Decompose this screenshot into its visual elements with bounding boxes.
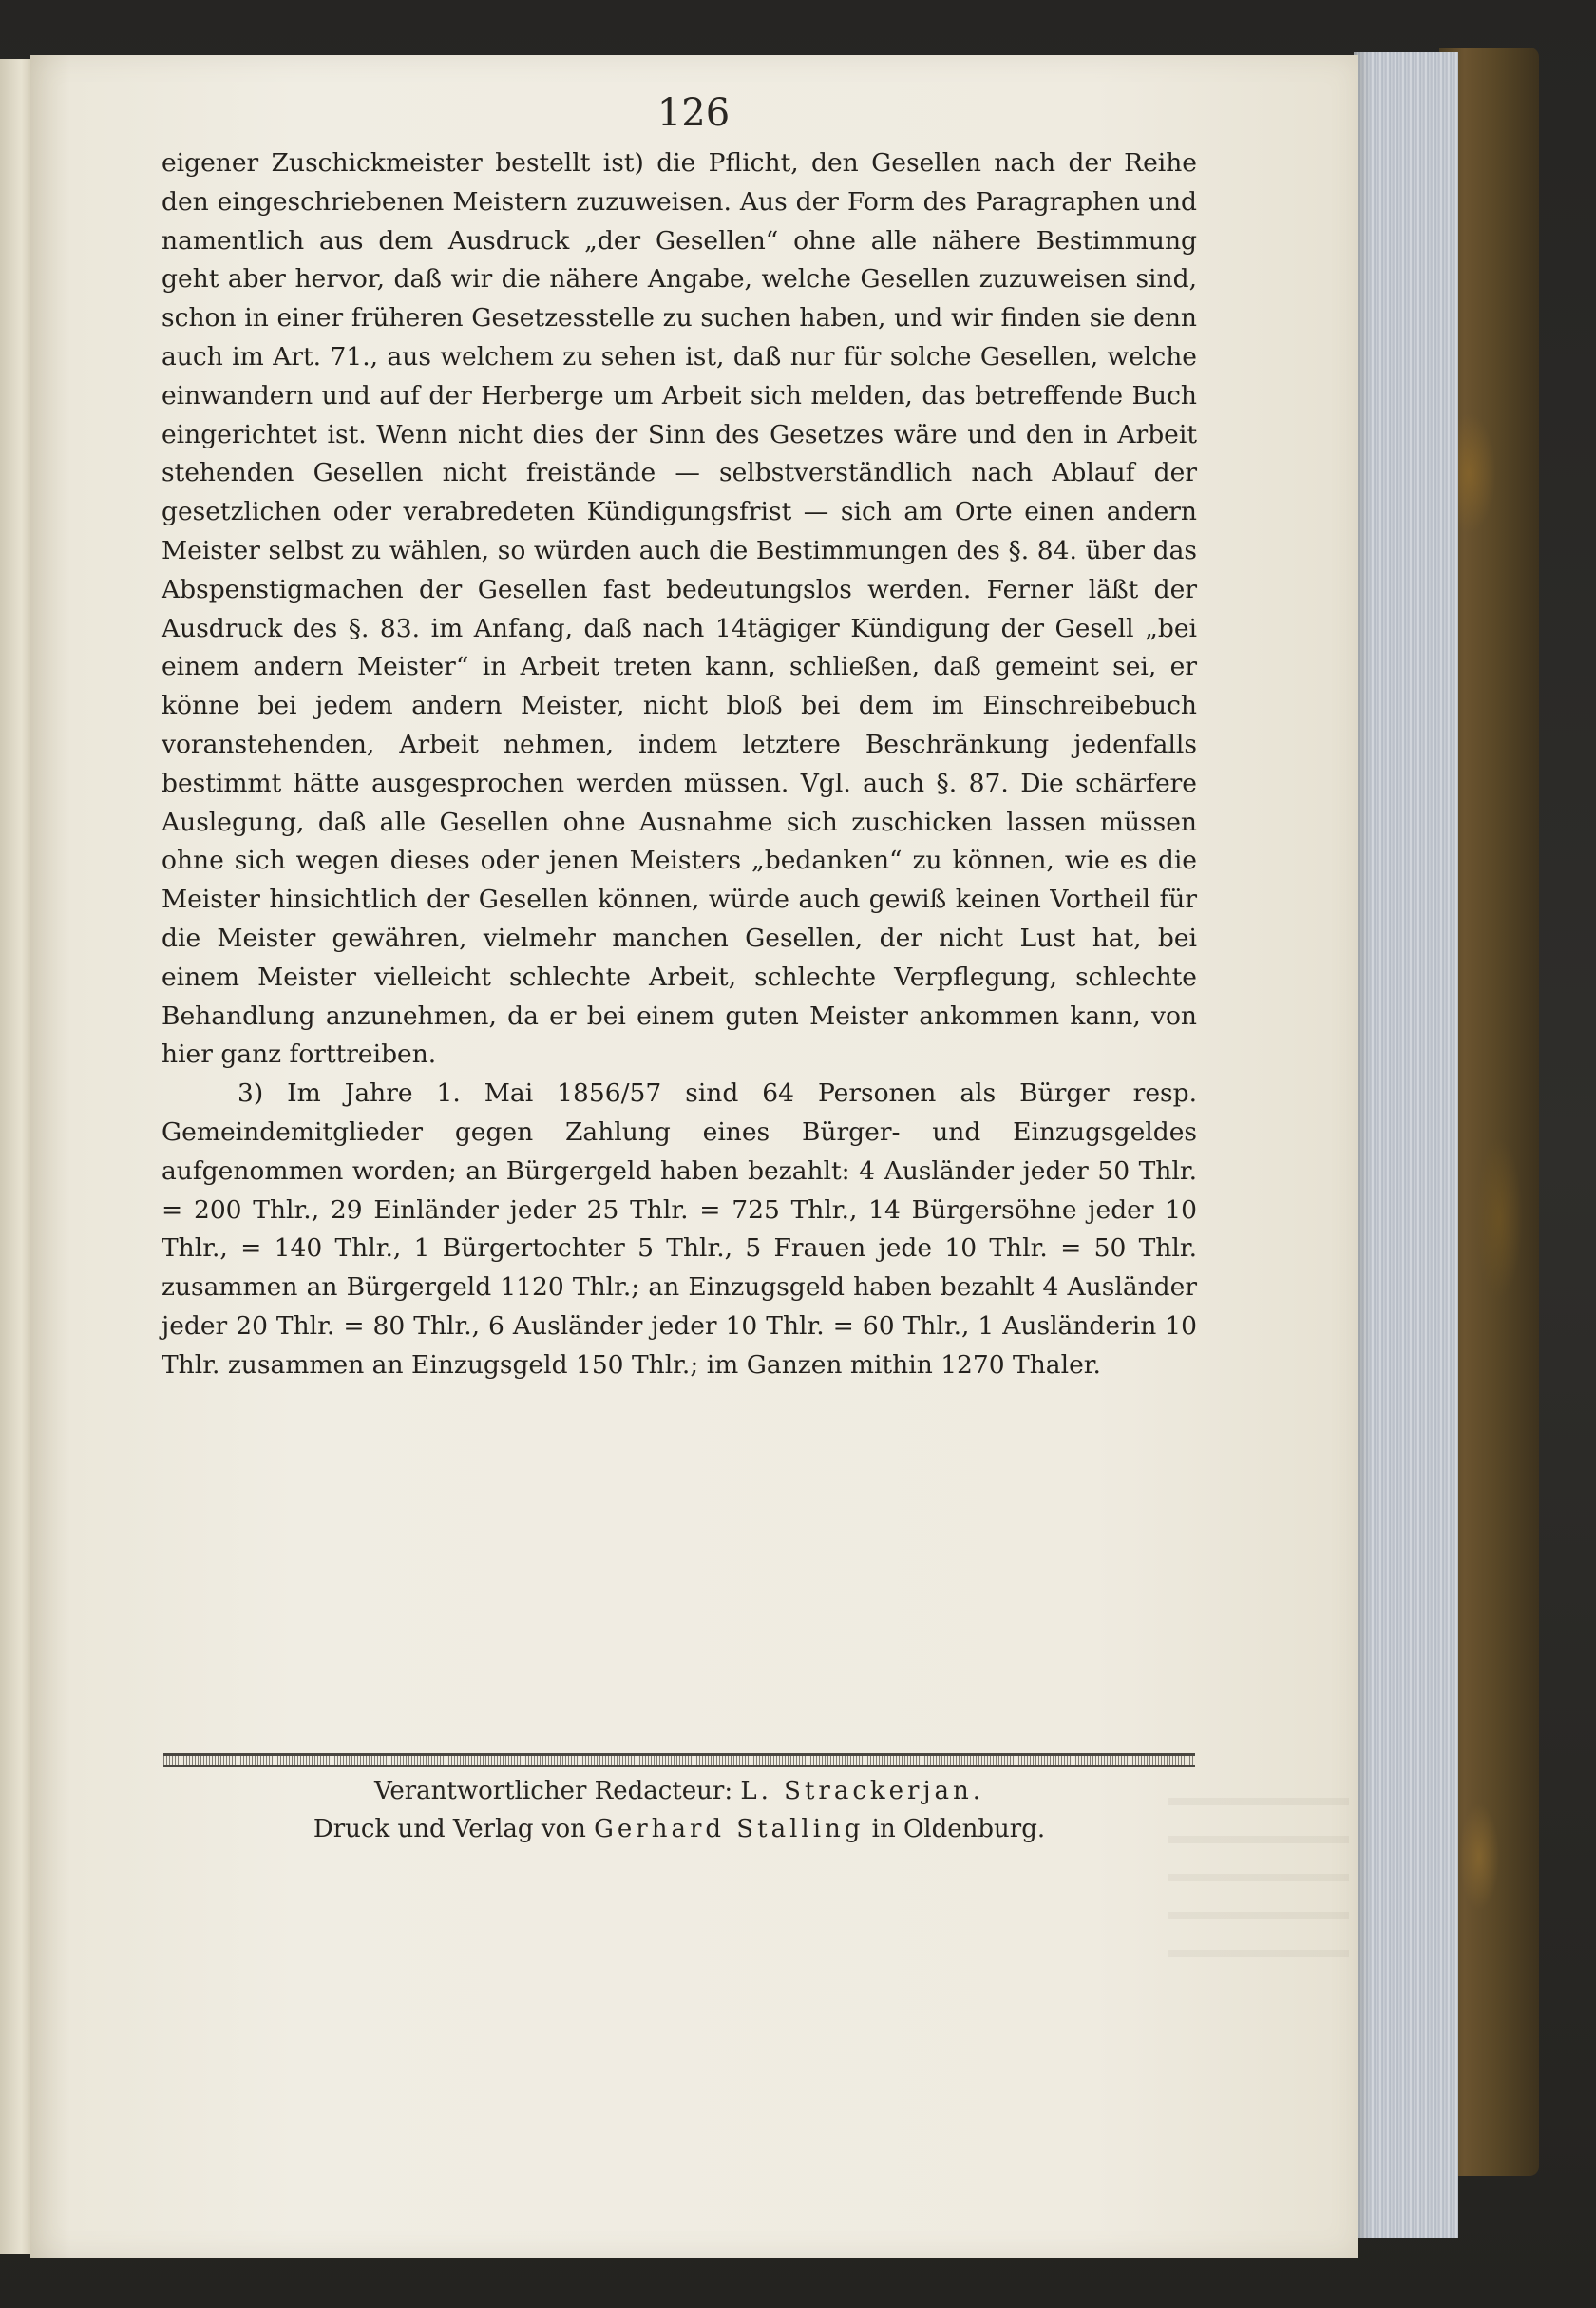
page-number: 126 xyxy=(656,91,731,135)
publisher-label: Druck und Verlag von xyxy=(313,1815,595,1843)
paragraph: eigener Zuschickmeister bestellt ist) die Pflicht, den Gesellen nach der Reihe den eingeschriebenen Meistern zuzuweisen. Aus der Form des Paragraphen und namentlich aus dem Ausdruck „der Gesellen“ ohne alle nähere Bestimmung geht aber hervor, daß wir die nähere Angabe, welche Gesellen zuzuweisen sind, schon in einer früheren Gesetzesstelle zu suchen haben, und wir finden sie denn auch im Art. 71., aus welchem zu sehen ist, daß nur für solche Gesellen, welche einwandern und auf der Herberge um Arbeit sich melden, das betreffende Buch eingerichtet ist. Wenn nicht dies der Sinn des Gesetzes wäre und den in Arbeit stehenden Gesellen nicht freistände — selbstverständlich nach Ablauf der gesetzlichen oder verabredeten Kündigungsfrist — sich am Orte einen andern Meister selbst zu wählen, so würden auch die Bestimmungen des §. 84. über das Abspenstigmachen der Gesellen fast bedeutungslos werden. Ferner läßt der Ausdruck des §. 83. im Anfang, daß nach 14tägiger Kündigung der Gesell „bei einem andern Meister“ in Arbeit treten kann, schließen, daß gemeint sei, er könne bei jedem andern Meister, nicht bloß bei dem im Einschreibebuch voranstehenden, Arbeit nehmen, indem letztere Beschränkung jedenfalls bestimmt hätte ausgesprochen werden müssen. Vgl. auch §. 87. Die schärfere Auslegung, daß alle Gesellen ohne Ausnahme sich zuschicken lassen müssen ohne sich wegen dieses oder jenen Meisters „bedanken“ zu können, wie es die Meister hinsichtlich der Gesellen können, würde auch gewiß keinen Vortheil für die Meister gewähren, vielmehr manchen Gesellen, der nicht Lust hat, bei einem Meister vielleicht schlechte Arbeit, schlechte Verpflegung, schlechte Behandlung anzunehmen, da er bei einem guten Meister ankommen kann, von hier ganz forttreiben. xyxy=(162,148,1197,1070)
editor-name: L. Strackerjan. xyxy=(740,1777,985,1805)
publisher-name: Gerhard Stalling xyxy=(594,1815,864,1843)
separator-rule xyxy=(163,1753,1195,1767)
paragraph: 3) Im Jahre 1. Mai 1856/57 sind 64 Personen als Bürger resp. Gemeindemitglieder gegen Zahlung eines Bürger- und Einzugsgeldes aufgenommen worden; an Bürgergeld haben bezahlt: 4 Ausländer jeder 50 Thlr. = 200 Thlr., 29 Einländer jeder 25 Thlr. = 725 Thlr., 14 Bürgersöhne jeder 10 Thlr., = 140 Thlr., 1 Bürgertochter 5 Thlr., 5 Frauen jede 10 Thlr. = 50 Thlr. zusammen an Bürgergeld 1120 Thlr.; an Einzugsgeld haben bezahlt 4 Ausländer jeder 20 Thlr. = 80 Thlr., 6 Ausländer jeder 10 Thlr. = 60 Thlr., 1 Ausländerin 10 Thlr. zusammen an Einzugsgeld 150 Thlr.; im Ganzen mithin 1270 Thaler. xyxy=(162,1078,1197,1380)
reverse-page-show-through xyxy=(1168,1767,1349,1957)
body-text xyxy=(162,144,1197,1385)
imprint-publisher-line xyxy=(163,1815,1195,1843)
imprint-editor-line xyxy=(163,1777,1195,1805)
left-page-edge xyxy=(0,59,30,2254)
publisher-place: in Oldenburg. xyxy=(864,1815,1046,1843)
editor-label: Verantwortlicher Redacteur: xyxy=(373,1777,741,1805)
